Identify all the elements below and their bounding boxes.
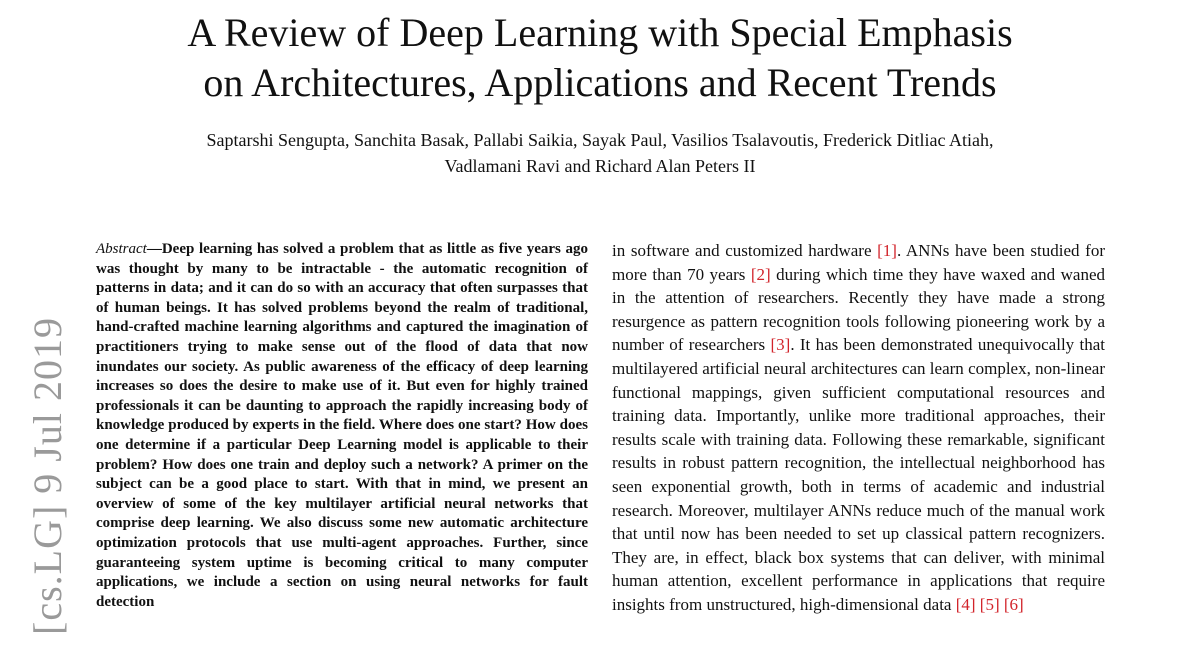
body-text-1: in software and customized hardware [612,241,878,260]
citation-link-1[interactable]: [1] [877,241,897,260]
abstract-label: Abstract [96,241,147,257]
title-line-1: A Review of Deep Learning with Special Emphasis [187,10,1013,55]
citation-link-5[interactable]: [5] [979,594,1000,614]
abstract-text: —Deep learning has solved a problem that as little as five years ago was thought by many to be intractable - the automatic recognition of patterns in data; and it can do so with an accuracy that often surpasses that of human beings. It has solved problems beyond the realm of traditional, hand-crafted machine learning algorithms and captured the imagination of practitioners trying to make sense out of the flood of data that now inundates our society. As public awareness of the efficacy of deep learning increases so does the desire to make use of it. But even for highly trained professionals it can be daunting to approach the rapidly increasing body of knowledge produced by experts in the field. Where does one start? How does one determine if a particular Deep Learning model is applicable to their problem? How does one train and deploy such a network? A primer on the subject can be a good place to start. With that in mind, we present an overview of some of the key multilayer artificial neural networks that comprise deep learning. We also discuss some new automatic architecture optimization protocols that use multi-agent approaches. Further, since guaranteeing system uptime is becoming critical to many computer applications, we include a section on using neural networks for fault detection [96,241,588,610]
authors-line-1: Saptarshi Sengupta, Sanchita Basak, Pallabi Saikia, Sayak Paul, Vasilios Tsalavoutis, Frederick Ditliac Atiah, [206,130,994,150]
body-text-3: during which time they have waxed and waned in the attention of researchers. Recently they have made a strong resurgence as pattern recognition tools following pioneering work by a number of researchers [612,264,1105,355]
paper-title [0,8,1200,108]
citation-link-3[interactable]: [3] [770,335,791,355]
body-text-2: . ANNs have been studied for more than 70 years [612,241,1105,284]
body-paragraph [612,239,1105,617]
body-text-4: . It has been demonstrated unequivocally that multilayered artificial neural architectures can learn complex, non-linear functional mappings, given sufficient computational resources and training data. Importantly, unlike more traditional approaches, their results scale with training data. Following these remarkable, significant results in robust pattern recognition, the intellectual neighborhood has seen exponential growth, both in terms of academic and industrial research. Moreover, multilayer ANNs reduce much of the manual work that until now has been needed to set up classical pattern recognizers. They are, in effect, black box systems that can deliver, with minimal human attention, excellent performance in applications that require insights from unstructured, high-dimensional data [612,335,1105,614]
citation-link-6[interactable]: [6] [1003,594,1024,614]
author-list [0,127,1200,179]
authors-line-2: Vadlamani Ravi and Richard Alan Peters II [444,156,756,176]
title-line-2: on Architectures, Applications and Recent Trends [203,60,997,105]
citation-link-4[interactable]: [4] [955,594,976,614]
arxiv-side-stamp: [cs.LG] 9 Jul 2019 [25,317,70,635]
abstract-paragraph [96,240,588,612]
citation-link-2[interactable]: [2] [750,264,771,284]
